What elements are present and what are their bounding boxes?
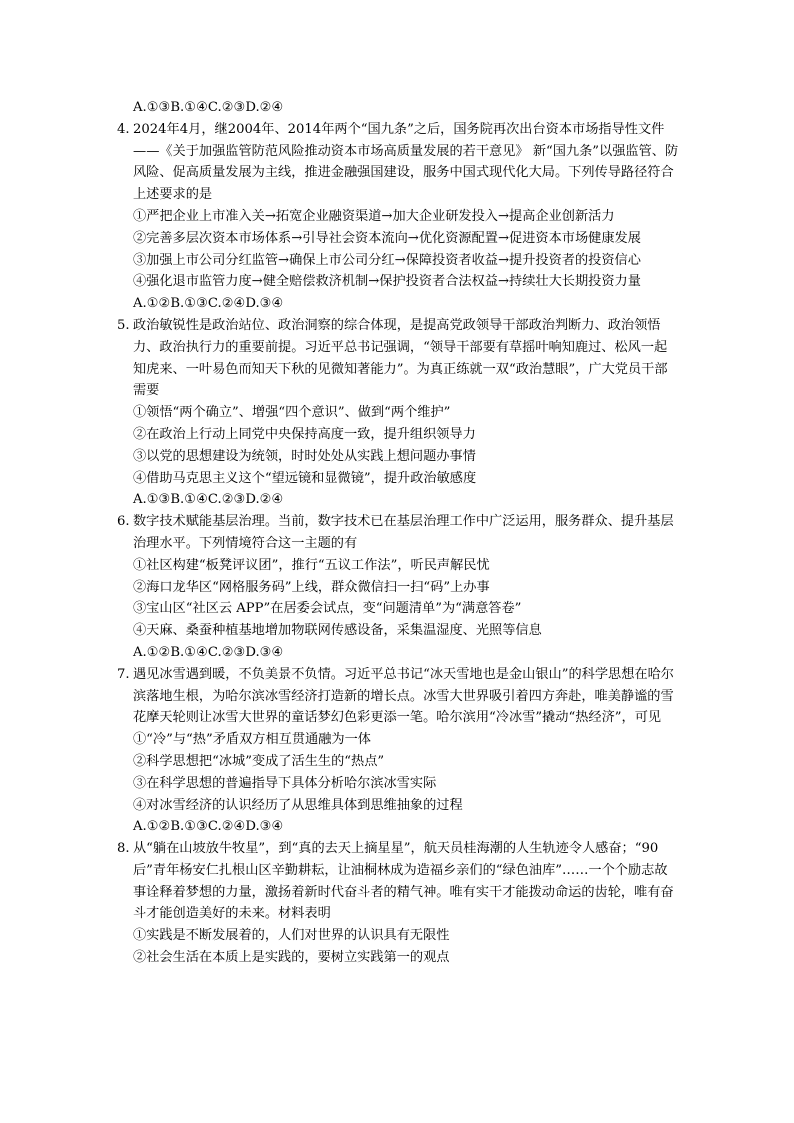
question-list (117, 119, 679, 969)
answer-options: A.①②B.①③C.②④D.③④ (133, 819, 284, 835)
question-number: 5. (117, 317, 130, 333)
question-number: 4. (117, 121, 130, 137)
question-stem: 2024年4月，继2004年、2014年两个“国九条”之后，国务院再次出台资本市场指导性文件——《关于加强监管防范风险推动资本市场高质量发展的若干意见》 新“国九条”以强监管、防风险、促高质量发展为主线，推进金融强国建设，服务中国式现代化大局。下列传导路径符合上述要求的是 (133, 121, 679, 203)
question (117, 119, 679, 315)
question-number: 7. (117, 666, 130, 682)
question-statement: ④对冰雪经济的认识经历了从思维具体到思维抽象的过程 (133, 797, 463, 813)
question (117, 664, 679, 838)
question-statement: ①“冷”与“热”矛盾双方相互贯通融为一体 (133, 732, 371, 748)
question-statement: ②完善多层次资本市场体系→引导社会资本流向→优化资源配置→促进资本市场健康发展 (133, 230, 641, 246)
question (117, 838, 679, 969)
question-statement: ④借助马克思主义这个“望远镜和显微镜”，提升政治敏感度 (133, 470, 477, 486)
question-number: 8. (117, 841, 130, 857)
question-statement: ①实践是不断发展着的，人们对世界的认识具有无限性 (133, 928, 450, 944)
question-statement: ③宝山区“社区云 APP”在居委会试点，变“问题清单”为“满意答卷” (133, 601, 522, 617)
question-stem: 政治敏锐性是政治站位、政治洞察的综合体现，是提高党政领导干部政治判断力、政治领悟力、政治执行力的重要前提。习近平总书记强调，“领导干部要有草摇叶响知鹿过、松风一起知虎来、一叶易色而知天下秋的见微知著能力”。为真正练就一双“政治慧眼”，广大党员干部需要 (133, 317, 668, 399)
question-stem: 数字技术赋能基层治理。当前，数字技术已在基层治理工作中广泛运用，服务群众、提升基层治理水平。下列情境符合这一主题的有 (133, 514, 674, 551)
question-statement: ④天麻、桑蚕种植基地增加物联网传感设备，采集温湿度、光照等信息 (133, 623, 542, 639)
question-statement: ③在科学思想的普遍指导下具体分析哈尔滨冰雪实际 (133, 775, 437, 791)
question-number: 6. (117, 514, 130, 530)
question-statement: ①社区构建“板凳评议团”，推行“五议工作法”，听民声解民忧 (133, 557, 490, 573)
answer-options: A.①②B.①③C.②④D.③④ (133, 296, 284, 312)
answer-options: A.①③B.①④C.②③D.②④ (133, 492, 284, 508)
question-statement: ②在政治上行动上同党中央保持高度一致，提升组织领导力 (133, 426, 476, 442)
question-statement: ②社会生活在本质上是实践的，要树立实践第一的观点 (133, 950, 450, 966)
question-statement: ②科学思想把“冰城”变成了活生生的“热点” (133, 753, 385, 769)
question-stem: 遇见冰雪遇到暖，不负美景不负情。习近平总书记“冰天雪地也是金山银山”的科学思想在哈尔滨落地生根，为哈尔滨冰雪经济打造新的增长点。冰雪大世界吸引着四方奔赴，唯美静谧的雪花摩天轮则让冰雪大世界的童话梦幻色彩更添一笔。哈尔滨用“冷冰雪”撬动“热经济”，可见 (133, 666, 674, 726)
prev-question-options: A.①③B.①④C.②③D.②④ (133, 100, 284, 115)
exam-content (117, 97, 679, 969)
question (117, 315, 679, 511)
question-statement: ④强化退市监管力度→健全赔偿救济机制→保护投资者合法权益→持续壮大长期投资力量 (133, 274, 641, 290)
question-statement: ①严把企业上市准入关→拓宽企业融资渠道→加大企业研发投入→提高企业创新活力 (133, 208, 615, 224)
answer-options: A.①②B.①④C.②③D.③④ (133, 644, 284, 660)
question-stem: 从“躺在山坡放牛牧星”，到“真的去天上摘星星”，航天员桂海潮的人生轨迹令人感奋；“90后”青年杨安仁扎根山区辛勤耕耘，让油桐林成为造福乡亲们的“绿色油库”……一个个励志故事诠释着梦想的力量，激扬着新时代奋斗者的精气神。唯有实干才能拨动命运的齿轮，唯有奋斗才能创造美好的未来。材料表明 (133, 841, 674, 922)
question-statement: ②海口龙华区“网格服务码”上线，群众微信扫一扫“码”上办事 (133, 579, 490, 595)
question (117, 511, 679, 664)
question-statement: ①领悟“两个确立”、增强“四个意识”、做到“两个维护” (133, 405, 451, 421)
question-statement: ③加强上市公司分红监管→确保上市公司分红→保障投资者收益→提升投资者的投资信心 (133, 252, 641, 268)
question-statement: ③以党的思想建设为统领，时时处处从实践上想问题办事情 (133, 448, 476, 464)
